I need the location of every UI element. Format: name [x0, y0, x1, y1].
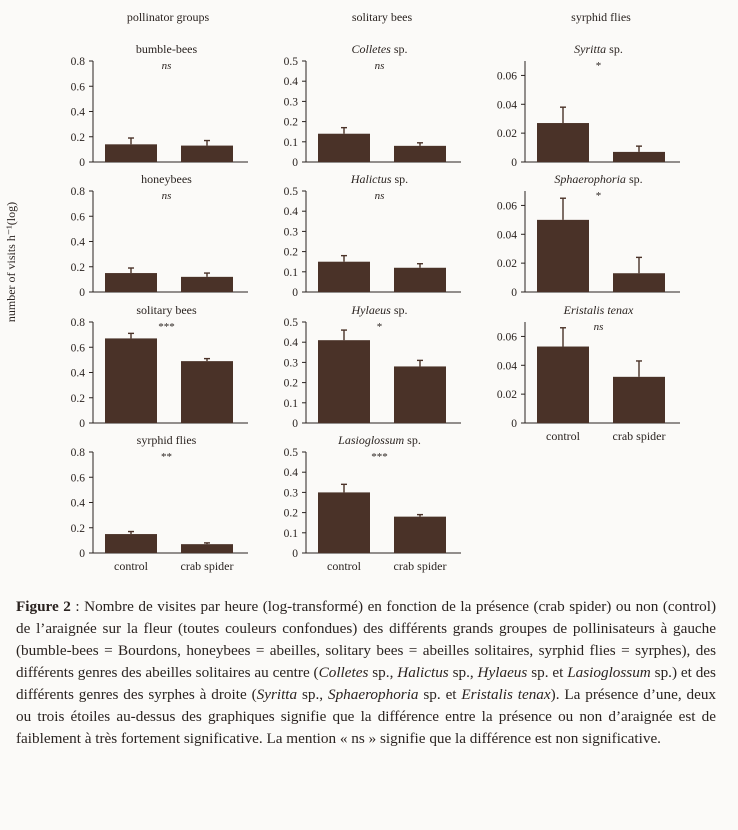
panel-title: Syritta sp. [574, 42, 623, 56]
y-tick-label: 0.2 [70, 261, 85, 274]
significance-label: * [595, 60, 602, 72]
panel-title: Hylaeus sp. [351, 303, 408, 317]
y-axis-label: number of visits h⁻¹(log) [4, 201, 18, 323]
caption-run: Hylaeus [477, 664, 528, 681]
y-tick-label: 0.6 [70, 342, 85, 355]
caption-run: : Nombre de visites par heure (log-transformé) en fonction de la présence (crab spider) ou non (control) de l’araignée sur la fleur (toutes couleurs confondues) des différents grands groupes de pollinisateurs à gauche (bumble-bees = Bourdons, honeybees = abeilles, solitary bees = abeilles solitaires, syrphid flies = syrphes), des différents genres des abeilles solitaires au centre ( [16, 598, 716, 681]
significance-label: ns [374, 190, 385, 202]
y-tick-label: 0 [292, 548, 298, 560]
x-category-label: control [114, 559, 148, 573]
y-tick-label: 0.3 [283, 96, 298, 109]
panel-title: Halictus sp. [350, 172, 409, 186]
bar-control [105, 338, 157, 423]
y-tick-label: 0.2 [70, 131, 85, 144]
panel-title: Eristalis tenax [563, 303, 634, 317]
column-title-syrphid-flies: syrphid flies [571, 10, 631, 24]
caption-run: Syritta [256, 686, 298, 703]
y-tick-label: 0.1 [283, 397, 298, 410]
y-tick-label: 0.1 [283, 136, 298, 149]
significance-label: ** [161, 451, 172, 463]
bar-control [537, 347, 589, 423]
bar-crab-spider [181, 146, 233, 162]
y-tick-label: 0.4 [70, 367, 85, 380]
y-tick-label: 0.02 [496, 389, 517, 402]
y-tick-label: 0.06 [496, 200, 517, 213]
caption-run: sp. et [527, 664, 568, 681]
bar-control [318, 262, 370, 292]
bar-control [105, 534, 157, 553]
bar-control [105, 144, 157, 162]
y-tick-label: 0 [511, 287, 517, 299]
caption-label: Figure 2 [16, 598, 71, 615]
y-tick-label: 0.04 [496, 99, 517, 112]
y-tick-label: 0.2 [283, 507, 298, 520]
y-tick-label: 0.4 [283, 337, 298, 350]
bar-crab-spider [394, 366, 446, 423]
y-tick-label: 0.04 [496, 229, 517, 242]
y-tick-label: 0.6 [70, 81, 85, 94]
y-tick-label: 0.04 [496, 360, 517, 373]
y-tick-label: 0.4 [283, 76, 298, 89]
bar-crab-spider [613, 152, 665, 162]
caption-text [16, 598, 716, 747]
significance-label: ns [374, 60, 385, 72]
bar-crab-spider [613, 377, 665, 423]
y-tick-label: 0.5 [283, 186, 298, 198]
bar-control [318, 134, 370, 162]
y-tick-label: 0.2 [70, 522, 85, 535]
y-tick-label: 0.5 [283, 317, 298, 329]
bar-crab-spider [181, 361, 233, 423]
bar-control [318, 492, 370, 553]
bar-crab-spider [394, 517, 446, 553]
y-tick-label: 0 [511, 157, 517, 169]
y-tick-label: 0 [79, 287, 85, 299]
caption-run: sp., [448, 664, 478, 681]
caption-run: sp. et [418, 686, 462, 703]
y-tick-label: 0 [79, 157, 85, 169]
panel-title: bumble-bees [135, 42, 198, 56]
significance-label: * [376, 321, 383, 333]
significance-label: ns [161, 190, 172, 202]
y-tick-label: 0 [511, 418, 517, 430]
x-category-label: crab spider [393, 559, 447, 573]
y-tick-label: 0.8 [70, 186, 85, 198]
y-tick-label: 0.6 [70, 211, 85, 224]
y-tick-label: 0.6 [70, 472, 85, 485]
y-tick-label: 0.06 [496, 70, 517, 83]
y-tick-label: 0.06 [496, 331, 517, 344]
y-tick-label: 0.2 [70, 392, 85, 405]
y-tick-label: 0.4 [70, 236, 85, 249]
bar-crab-spider [394, 146, 446, 162]
bar-crab-spider [394, 268, 446, 292]
panel-title: Lasioglossum sp. [338, 433, 421, 447]
x-category-label: crab spider [180, 559, 234, 573]
y-tick-label: 0.1 [283, 266, 298, 279]
bar-control [537, 123, 589, 162]
x-category-label: control [327, 559, 361, 573]
y-tick-label: 0.5 [283, 56, 298, 68]
column-title-pollinator-groups: pollinator groups [126, 10, 210, 24]
y-tick-label: 0.02 [496, 258, 517, 271]
panel-title: solitary bees [136, 303, 197, 317]
caption-run: Eristalis tenax [461, 686, 551, 703]
significance-label: *** [158, 321, 175, 333]
y-tick-label: 0.2 [283, 246, 298, 259]
column-title-solitary-bees: solitary bees [351, 10, 413, 24]
bar-crab-spider [181, 277, 233, 292]
significance-label: *** [371, 451, 388, 463]
bar-crab-spider [613, 273, 665, 292]
y-tick-label: 0.8 [70, 56, 85, 68]
figure-caption [16, 596, 716, 750]
caption-run: Halictus [397, 664, 449, 681]
bar-control [105, 273, 157, 292]
bar-control [318, 340, 370, 423]
y-tick-label: 0.2 [283, 116, 298, 129]
y-tick-label: 0 [292, 287, 298, 299]
caption-run: sp.) et des différents genres des syrphes à droite ( [16, 664, 716, 703]
y-tick-label: 0.4 [283, 206, 298, 219]
y-tick-label: 0.4 [70, 497, 85, 510]
significance-label: * [595, 190, 602, 202]
y-tick-label: 0.8 [70, 447, 85, 459]
y-tick-label: 0.3 [283, 226, 298, 239]
bar-control [537, 220, 589, 292]
y-tick-label: 0.3 [283, 357, 298, 370]
panel-title: honeybees [141, 172, 192, 186]
y-tick-label: 0.4 [70, 106, 85, 119]
panel-title: syrphid flies [136, 433, 197, 447]
x-category-label: control [546, 429, 580, 443]
y-tick-label: 0.8 [70, 317, 85, 329]
caption-run: sp., [297, 686, 328, 703]
y-tick-label: 0.02 [496, 128, 517, 141]
caption-run: Sphaerophoria [327, 686, 419, 703]
y-tick-label: 0.4 [283, 467, 298, 480]
y-tick-label: 0 [292, 418, 298, 430]
caption-run: sp., [368, 664, 398, 681]
y-tick-label: 0.2 [283, 377, 298, 390]
panel-title: Sphaerophoria sp. [554, 172, 643, 186]
significance-label: ns [593, 321, 604, 333]
y-tick-label: 0.5 [283, 447, 298, 459]
y-tick-label: 0.3 [283, 487, 298, 500]
caption-run: Colletes [318, 664, 369, 681]
caption-run: Lasioglossum [567, 664, 651, 681]
y-tick-label: 0 [292, 157, 298, 169]
panel-title: Colletes sp. [351, 42, 408, 56]
bar-crab-spider [181, 544, 233, 553]
caption-run: ). La présence d’une, deux ou trois étoiles au-dessus des graphiques signifie que la différence entre la présence ou non d’araignée est de faiblement à très fortement significative. La mention « ns » signifie que la différence est non significative. [16, 686, 717, 747]
y-tick-label: 0 [79, 548, 85, 560]
y-tick-label: 0.1 [283, 527, 298, 540]
x-category-label: crab spider [612, 429, 666, 443]
significance-label: ns [161, 60, 172, 72]
y-tick-label: 0 [79, 418, 85, 430]
